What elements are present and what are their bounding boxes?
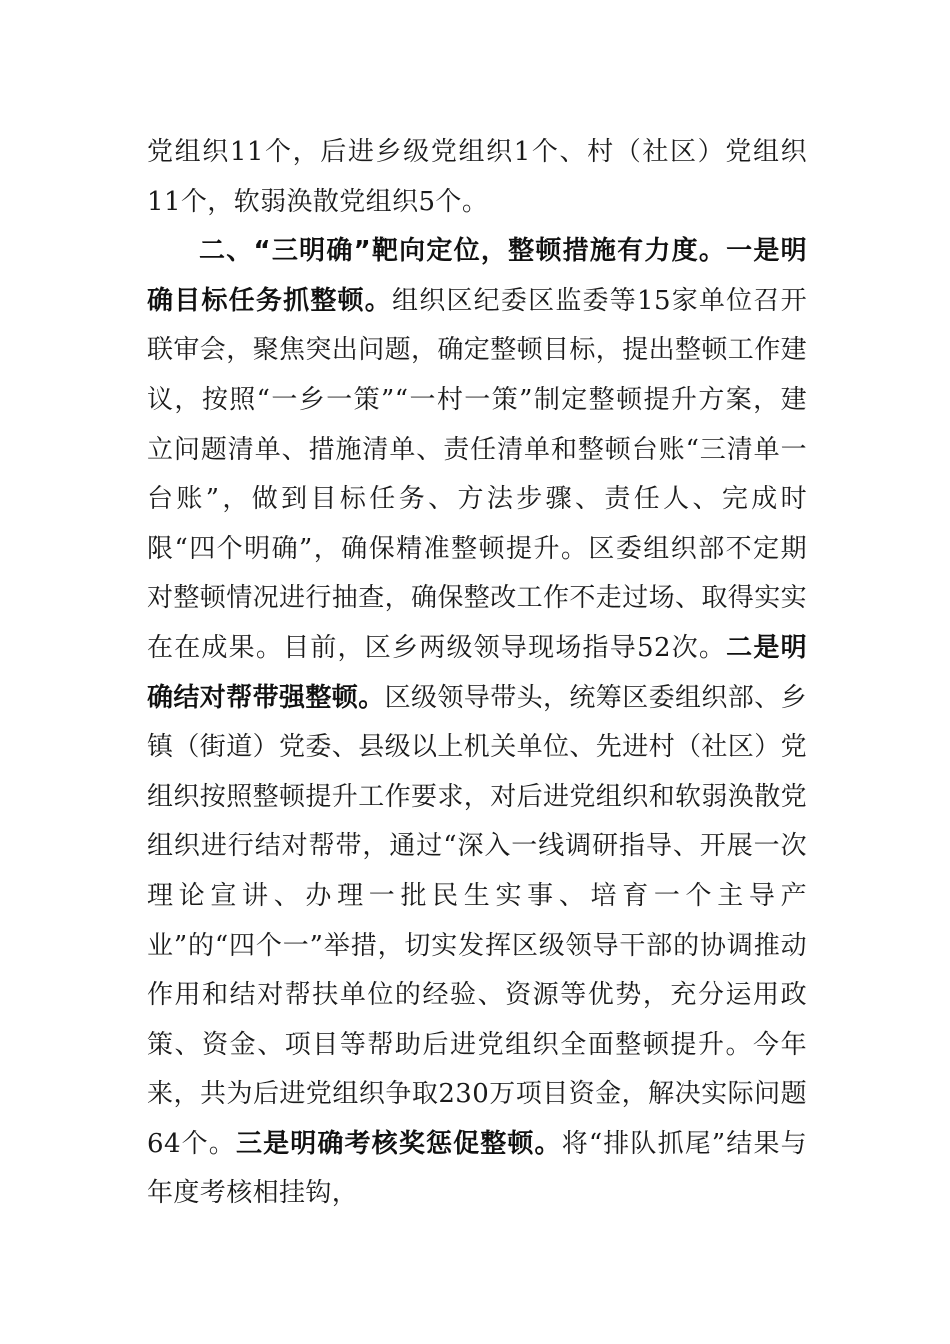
text-run: 将“排队抓尾”结果与年度考核相挂钩，: [147, 1128, 808, 1209]
body-text: [147, 128, 807, 1219]
text-run: 区级领导带头，统筹区委组织部、乡镇（街道）党委、县级以上机关单位、先进村（社区）党组织按照整顿提升工作要求，对后进党组织和软弱涣散党组织进行结对帮带，通过“深入一线调研指导、开展一次理论宣讲、办理一批民生实事、培育一个主导产业”的“四个一”举措，切实发挥区级领导干部的协调推动作用和结对帮扶单位的经验、资源等优势，充分运用政策、资金、项目等帮助后进党组织全面整顿提升。今年来，共为后进党组织争取230万项目资金，解决实际问题64个。: [147, 682, 808, 1159]
text-run: 党组织11个，后进乡级党组织1个、村（社区）党组织11个，软弱涣散党组织5个。: [147, 137, 807, 217]
subsection-heading: 三是明确考核奖惩促整顿。: [235, 1128, 562, 1159]
section-heading: 二、“三明确”靶向定位，整顿措施有力度。一是明确目标任务抓整顿。: [147, 236, 807, 316]
paragraph-continuation: [147, 128, 807, 227]
paragraph-section-two: [147, 227, 807, 1219]
subsection-heading: 二是明确结对帮带强整顿。: [147, 632, 808, 713]
text-run: 组织区纪委区监委等15家单位召开联审会，聚焦突出问题，确定整顿目标，提出整顿工作建议，按照“一乡一策”“一村一策”制定整顿提升方案，建立问题清单、措施清单、责任清单和整顿台账“三清单一台账”，做到目标任务、方法步骤、责任人、完成时限“四个明确”，确保精准整顿提升。区委组织部不定期对整顿情况进行抽查，确保整改工作不走过场、取得实实在在成果。目前，区乡两级领导现场指导52次。: [147, 285, 808, 663]
